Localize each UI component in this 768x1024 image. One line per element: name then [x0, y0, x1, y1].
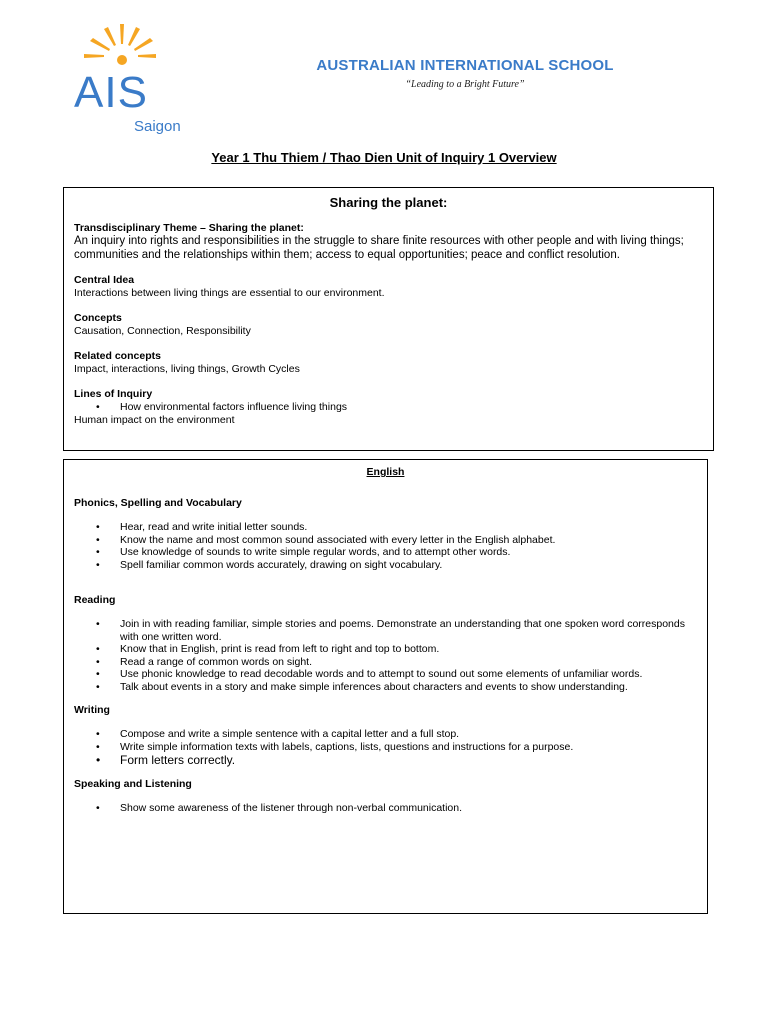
theme-label: Transdisciplinary Theme – Sharing the planet:	[74, 222, 304, 234]
list-item: • Join in with reading familiar, simple stories and poems. Demonstrate an understanding that one spoken word corresponds with one written word.	[96, 618, 685, 643]
reading-list	[74, 618, 697, 693]
bullet-icon: •	[96, 401, 100, 413]
lines-of-inquiry-label: Lines of Inquiry	[74, 388, 153, 400]
theme-text: An inquiry into rights and responsibilities in the struggle to share finite resources with other people and with living things; communities and the relationships within them; access to equal opportunities; peace and conflict resolution.	[74, 235, 684, 261]
related-concepts-text: Impact, interactions, living things, Growth Cycles	[74, 363, 300, 375]
central-idea-section	[74, 274, 703, 300]
document-title: Year 1 Thu Thiem / Thao Dien Unit of Inquiry 1 Overview	[211, 150, 557, 165]
lines-of-inquiry-extra: Human impact on the environment	[74, 413, 235, 426]
list-item: • Know that in English, print is read from left to right and top to bottom.	[96, 643, 440, 655]
lines-of-inquiry-section	[74, 388, 703, 427]
list-item: • Use knowledge of sounds to write simple regular words, and to attempt other words.	[96, 546, 511, 558]
unit-overview-box	[63, 187, 714, 451]
theme-section	[74, 222, 703, 262]
writing-list	[74, 728, 697, 767]
speaking-label: Speaking and Listening	[74, 778, 192, 790]
list-item: • Know the name and most common sound associated with every letter in the English alphabet.	[96, 533, 556, 546]
list-item: • Write simple information texts with labels, captions, lists, questions and instructions for a purpose.	[96, 740, 574, 753]
logo-city: Saigon	[134, 118, 181, 135]
list-item: • Talk about events in a story and make simple inferences about characters and events to show understanding.	[96, 680, 628, 693]
english-title: English	[366, 466, 405, 478]
list-item: • Use phonic knowledge to read decodable words and to attempt to sound out some elements of unfamiliar words.	[96, 668, 643, 680]
concepts-section	[74, 312, 703, 338]
logo-letters: AIS	[74, 68, 148, 117]
english-box	[63, 459, 708, 914]
overview-heading: Sharing the planet:	[329, 195, 448, 210]
concepts-text: Causation, Connection, Responsibility	[74, 325, 251, 337]
list-item: • Form letters correctly.	[96, 753, 236, 767]
central-idea-label: Central Idea	[74, 274, 135, 286]
school-tagline: “Leading to a Bright Future”	[405, 79, 525, 90]
related-concepts-label: Related concepts	[74, 350, 161, 362]
list-item: • Spell familiar common words accurately, drawing on sight vocabulary.	[96, 558, 443, 571]
list-item: • Compose and write a simple sentence with a capital letter and a full stop.	[96, 728, 460, 740]
central-idea-text: Interactions between living things are essential to our environment.	[74, 287, 385, 299]
list-item: • Hear, read and write initial letter sounds.	[96, 521, 308, 533]
related-concepts-section	[74, 350, 703, 376]
list-item: • Show some awareness of the listener through non-verbal communication.	[96, 802, 463, 814]
list-item: • Read a range of common words on sight.	[96, 655, 313, 668]
phonics-label: Phonics, Spelling and Vocabulary	[74, 497, 242, 509]
phonics-list	[74, 521, 697, 571]
list-item: • How environmental factors influence living things	[96, 401, 348, 413]
writing-label: Writing	[74, 704, 110, 716]
school-logo	[70, 22, 190, 142]
speaking-list	[74, 802, 697, 815]
concepts-label: Concepts	[74, 312, 122, 324]
school-name: AUSTRALIAN INTERNATIONAL SCHOOL	[316, 57, 614, 74]
reading-label: Reading	[74, 594, 116, 606]
